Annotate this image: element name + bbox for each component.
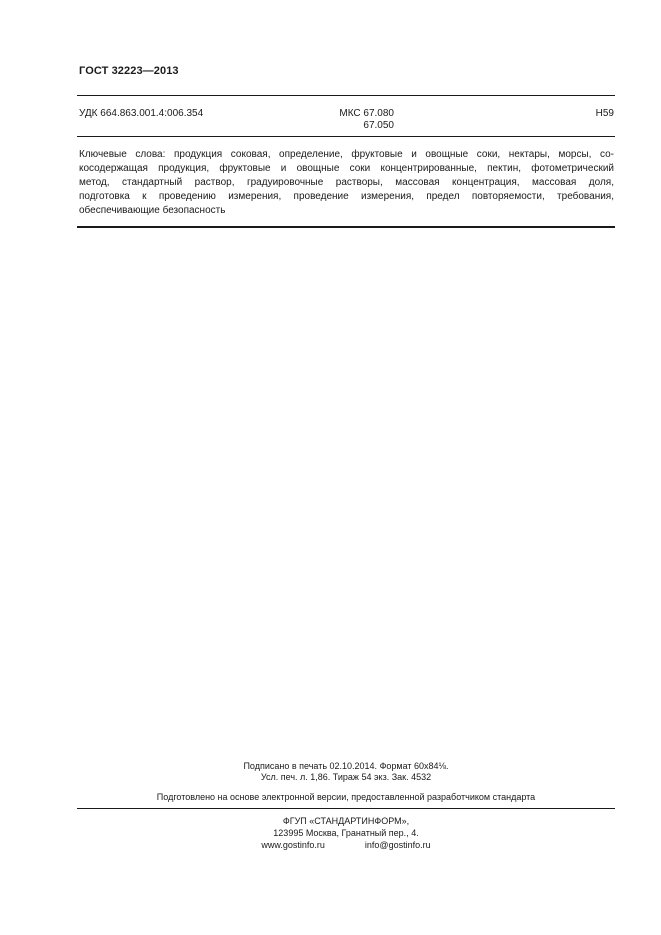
imprint-divider <box>77 808 615 809</box>
udk-code: УДК 664.863.001.4:006.354 <box>79 108 204 119</box>
prepared-note: Подготовлено на основе электронной версии, предоставленной разработчиком стандарта <box>156 792 536 802</box>
print-run-info: Усл. печ. л. 1,86. Тираж 54 экз. Зак. 4532 <box>260 772 432 782</box>
keywords-line: косодержащая продукция, фруктовые и овощные соки концентрированные, пектин, фотометрический <box>79 163 614 174</box>
publisher-block <box>77 815 615 851</box>
publisher-contacts <box>77 839 615 851</box>
keywords-line: Ключевые слова: продукция соковая, определение, фруктовые и овощные соки, нектары, морсы, со- <box>79 149 614 160</box>
mks-code-primary: МКС 67.080 <box>339 108 394 119</box>
keywords-line: метод, стандартный раствор, градуировочные растворы, массовая концентрация, массовая доля, <box>79 177 614 188</box>
mks-code-secondary: 67.050 <box>363 120 394 131</box>
okstu-code: Н59 <box>595 108 614 119</box>
header-divider <box>77 95 615 96</box>
keywords-paragraph <box>79 148 614 218</box>
document-title: ГОСТ 32223—2013 <box>79 65 179 77</box>
classification-divider <box>77 136 615 137</box>
print-imprint <box>77 761 615 783</box>
keywords-bottom-rule <box>77 226 615 228</box>
signed-to-print: Подписано в печать 02.10.2014. Формат 60х84⅛. <box>243 761 449 771</box>
publisher-email[interactable]: info@gostinfo.ru <box>364 840 431 850</box>
publisher-website[interactable]: www.gostinfo.ru <box>261 840 325 850</box>
keywords-line: обеспечивающие безопасность <box>79 205 226 216</box>
mks-codes <box>330 108 394 132</box>
keywords-line: подготовка к проведению измерения, проведение измерения, предел повторяемости, требования, <box>79 191 614 202</box>
publisher-name: ФГУП «СТАНДАРТИНФОРМ», <box>282 816 410 826</box>
publisher-address: 123995 Москва, Гранатный пер., 4. <box>273 828 419 838</box>
